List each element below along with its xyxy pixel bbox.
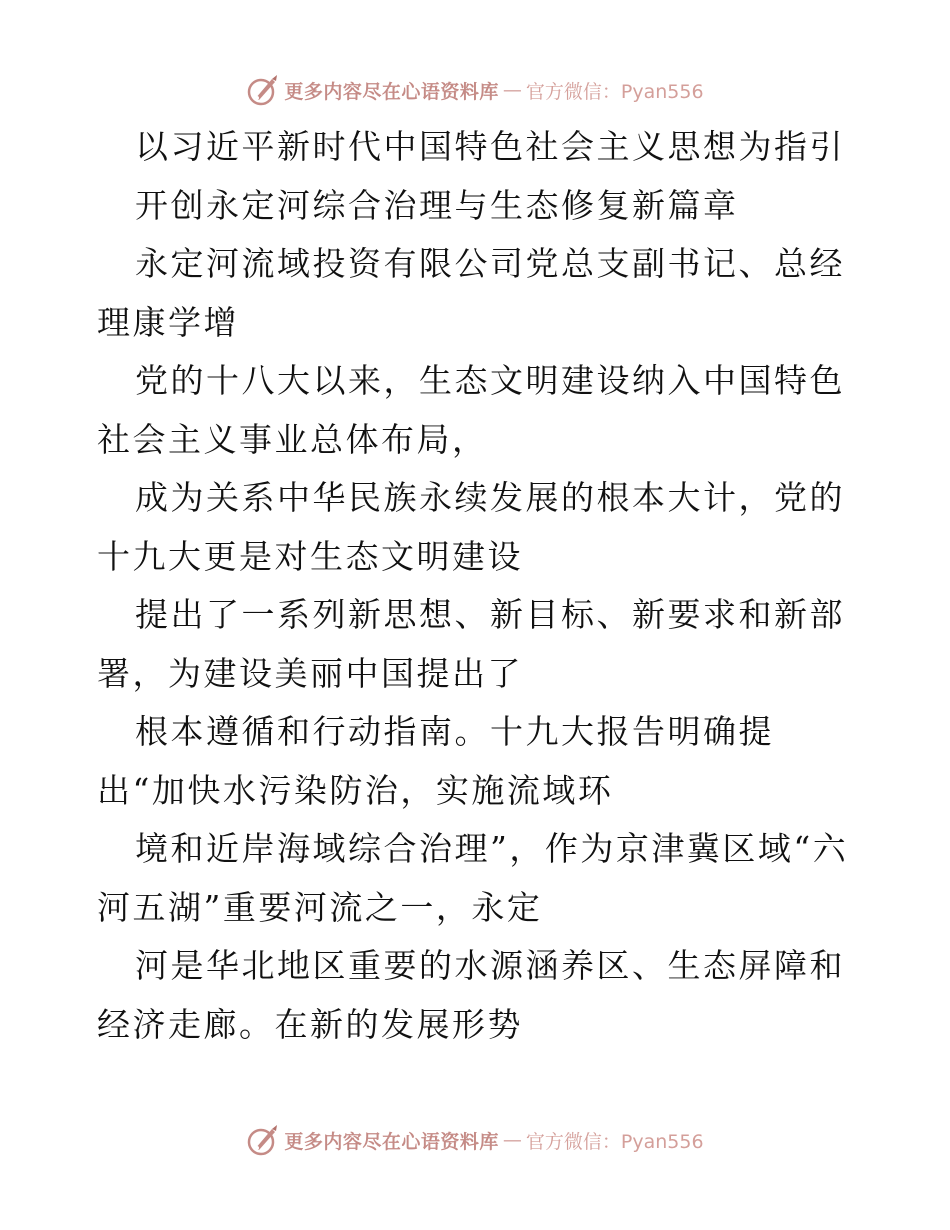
header-brand-text: 更多内容尽在心语资料库	[284, 80, 499, 103]
header-wechat-text: 官方微信：Pyan556	[525, 80, 704, 103]
footer-brand-text: 更多内容尽在心语资料库	[284, 1130, 499, 1153]
quill-pen-logo-icon	[246, 1123, 280, 1157]
footer-brand	[246, 1123, 703, 1157]
paragraph-body: 河是华北地区重要的水源涵养区、生态屏障和经济走廊。在新的发展形势	[97, 946, 845, 1044]
paragraph-body: 成为关系中华民族永续发展的根本大计，党的十九大更是对生态文明建设	[97, 478, 845, 576]
header-separator: —	[502, 79, 522, 101]
paragraph-author: 永定河流域投资有限公司党总支副书记、总经理康学增	[97, 244, 845, 342]
page-header-watermark	[0, 70, 950, 110]
paragraph-body: 境和近岸海域综合治理”，作为京津冀区域“六河五湖”重要河流之一，永定	[97, 829, 849, 927]
paragraph-subtitle: 开创永定河综合治理与生态修复新篇章	[135, 185, 739, 225]
footer-separator: —	[502, 1129, 522, 1151]
paragraph-body: 提出了一系列新思想、新目标、新要求和新部署，为建设美丽中国提出了	[97, 595, 845, 693]
paragraph-title: 以习近平新时代中国特色社会主义思想为指引	[135, 127, 845, 166]
paragraph-body: 党的十八大以来，生态文明建设纳入中国特色社会主义事业总体布局，	[97, 361, 845, 459]
page-footer-watermark	[0, 1120, 950, 1160]
footer-wechat-text: 官方微信：Pyan556	[525, 1130, 704, 1153]
quill-pen-logo-icon	[246, 73, 280, 107]
paragraph-body: 根本遵循和行动指南。十九大报告明确提出“加快水污染防治，实施流域环	[97, 712, 774, 810]
document-body	[97, 118, 857, 1054]
header-brand	[246, 73, 703, 107]
